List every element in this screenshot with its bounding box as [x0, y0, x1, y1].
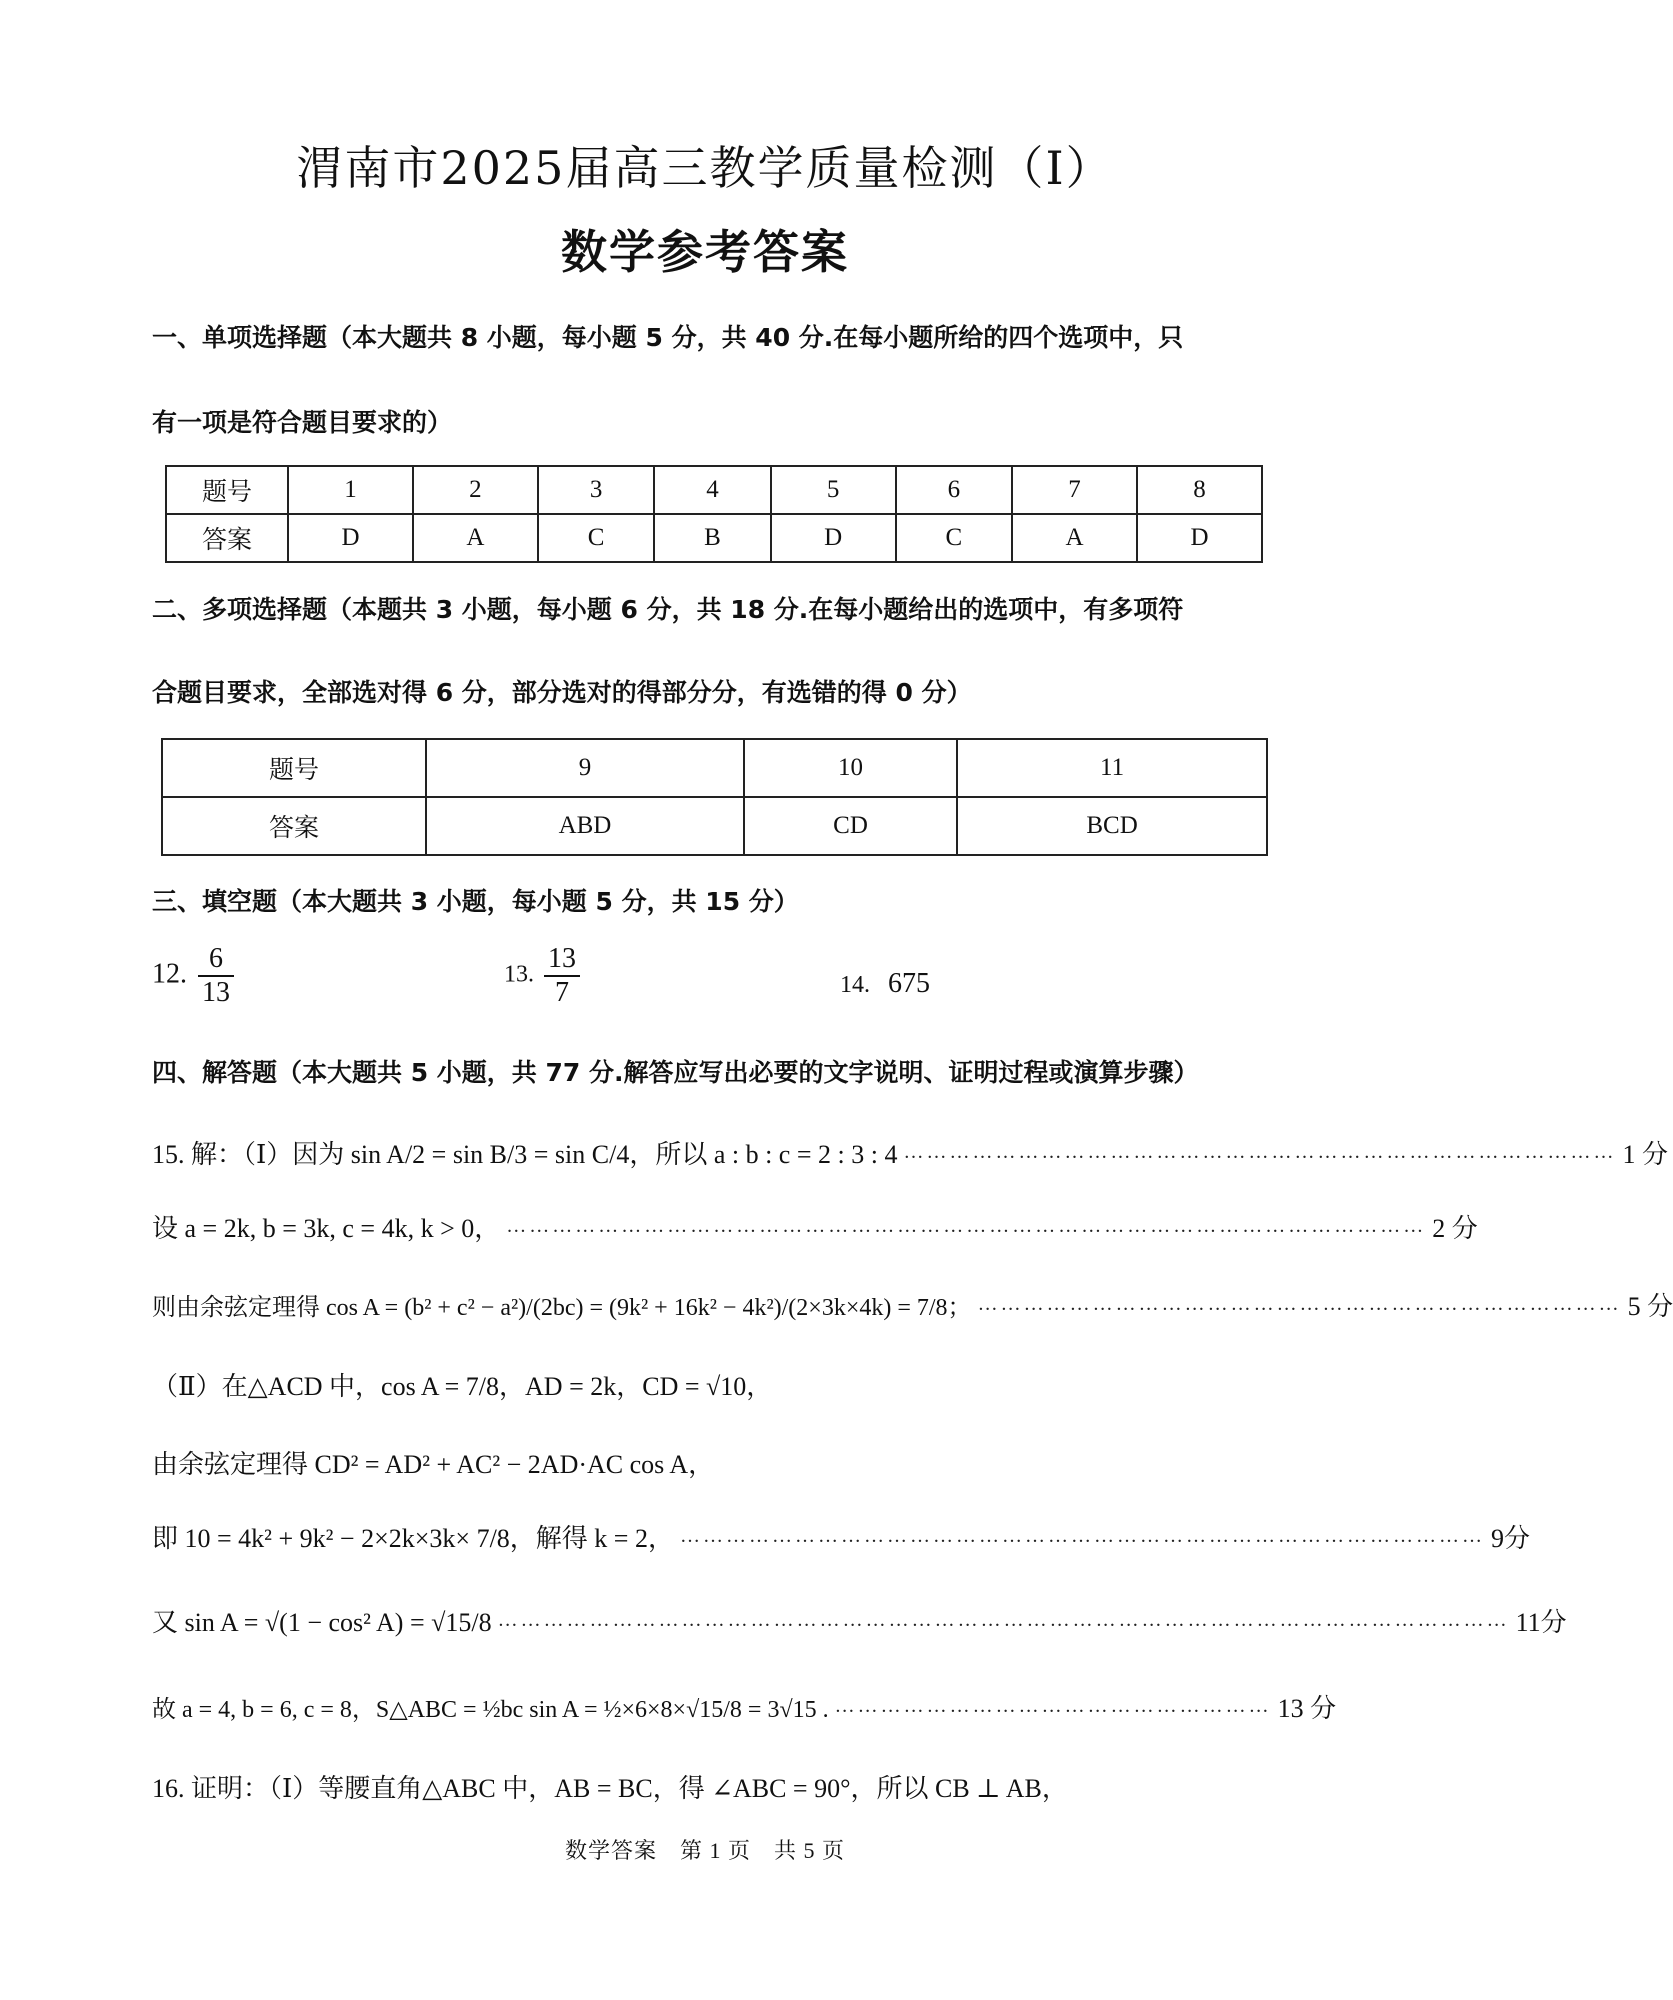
answer-cell: BCD: [957, 797, 1267, 855]
item-number: 14.: [840, 972, 870, 998]
score-label: 5 分: [1627, 1291, 1673, 1321]
answer-cell: A: [1012, 514, 1137, 562]
item-number: 12.: [152, 958, 187, 990]
answer-cell: ABD: [426, 797, 744, 855]
numerator: 6: [198, 943, 234, 977]
solution-line: [152, 1506, 1530, 1566]
leader-dots: ……………………………………………………………………………………………: [679, 1525, 1485, 1547]
table-row: [162, 797, 1267, 855]
question-number: 11: [957, 739, 1267, 797]
leader-dots: ……………………………………………………………………………………………………………………: [497, 1609, 1510, 1631]
score-label: 2 分: [1432, 1213, 1478, 1243]
section1-heading-line2: 有一项是符合题目要求的）: [152, 408, 453, 437]
row-label: 答案: [162, 797, 426, 855]
question-number: 6: [896, 466, 1012, 514]
section1-heading-line1: 一、单项选择题（本大题共 8 小题，每小题 5 分，共 40 分.在每小题所给的四个选项中，只: [152, 323, 1184, 352]
solution-line: [152, 1432, 1282, 1492]
item-number: 13.: [504, 961, 534, 988]
question-number: 2: [413, 466, 538, 514]
question-number: 4: [654, 466, 770, 514]
page-title: 渭南市2025届高三教学质量检测（Ⅰ）: [296, 141, 1114, 195]
solution-line: [152, 1354, 1282, 1414]
solution-text: （Ⅱ）在△ACD 中，cos A = 7/8，AD = 2k，CD = √10，: [152, 1371, 773, 1401]
solution-line: [152, 1756, 1282, 1816]
question-number: 8: [1137, 466, 1262, 514]
solution-line: [152, 1196, 1478, 1256]
leader-dots: …………………………………………………: [834, 1695, 1272, 1717]
answer-cell: C: [538, 514, 654, 562]
section4-heading: 四、解答题（本大题共 5 小题，共 77 分.解答应写出必要的文字说明、证明过程或演算步骤）: [152, 1058, 1199, 1087]
row-label: 答案: [166, 514, 288, 562]
leader-dots: …………………………………………………………………………………: [903, 1141, 1617, 1163]
answer-value: 675: [888, 968, 930, 999]
fill-blank-13: [504, 943, 584, 1009]
section1-answer-table: [165, 465, 1263, 563]
answer-cell: D: [771, 514, 896, 562]
fill-blank-12: [152, 943, 238, 1009]
score-label: 1 分: [1622, 1139, 1668, 1169]
question-number: 10: [744, 739, 957, 797]
section2-answer-table: [161, 738, 1268, 856]
solution-line: [152, 1590, 1567, 1650]
question-number: 1: [288, 466, 413, 514]
section2-heading-line2: 合题目要求，全部选对得 6 分，部分选对的得部分分，有选错的得 0 分）: [152, 678, 972, 707]
denominator: 7: [555, 977, 569, 1009]
question-number: 3: [538, 466, 654, 514]
leader-dots: …………………………………………………………………………: [977, 1293, 1622, 1315]
question-number: 7: [1012, 466, 1137, 514]
solution-text: 由余弦定理得 CD² = AD² + AC² − 2AD·AC cos A，: [152, 1449, 715, 1479]
answer-cell: D: [288, 514, 413, 562]
section3-heading: 三、填空题（本大题共 3 小题，每小题 5 分，共 15 分）: [152, 887, 799, 916]
row-label: 题号: [166, 466, 288, 514]
question-number: 5: [771, 466, 896, 514]
table-row: [166, 466, 1262, 514]
score-label: 9分: [1490, 1523, 1530, 1553]
question-number: 9: [426, 739, 744, 797]
row-label: 题号: [162, 739, 426, 797]
table-row: [162, 739, 1267, 797]
leader-dots: …………………………………………………………………………………………………………: [506, 1215, 1427, 1237]
solution-text: 则由余弦定理得 cos A = (b² + c² − a²)/(2bc) = (9k² + 16k² − 4k²)/(2×3k×4k) = 7/8；: [152, 1294, 972, 1321]
solution-text: 故 a = 4, b = 6, c = 8，S△ABC = ½bc sin A = ½×6×8×√15/8 = 3√15 .: [152, 1696, 829, 1723]
solution-text: 即 10 = 4k² + 9k² − 2×2k×3k× 7/8，解得 k = 2，: [152, 1523, 674, 1553]
answer-cell: D: [1137, 514, 1262, 562]
solution-text: 又 sin A = √(1 − cos² A) = √15/8: [152, 1607, 492, 1637]
solution-line: [152, 1122, 1668, 1182]
table-row: [166, 514, 1262, 562]
solution-text: 15. 解：（Ⅰ）因为 sin A/2 = sin B/3 = sin C/4，所以 a : b : c = 2 : 3 : 4: [152, 1139, 898, 1169]
solution-line: [152, 1274, 1673, 1334]
answer-cell: CD: [744, 797, 957, 855]
fill-blank-14: [840, 968, 930, 1000]
fraction: [544, 943, 580, 1009]
score-label: 13 分: [1277, 1693, 1337, 1723]
section2-heading-line1: 二、多项选择题（本题共 3 小题，每小题 6 分，共 18 分.在每小题给出的选项中，有多项符: [152, 595, 1184, 624]
solution-text: 16. 证明：（Ⅰ）等腰直角△ABC 中，AB = BC，得 ∠ABC = 90°，所以 CB ⊥ AB，: [152, 1773, 1068, 1803]
page-footer: 数学答案 第 1 页 共 5 页: [564, 1838, 845, 1863]
solution-text: 设 a = 2k, b = 3k, c = 4k, k > 0，: [152, 1213, 501, 1243]
denominator: 13: [202, 977, 230, 1009]
answer-cell: B: [654, 514, 770, 562]
score-label: 11分: [1515, 1607, 1567, 1637]
page-subtitle: 数学参考答案: [561, 225, 849, 279]
answer-cell: A: [413, 514, 538, 562]
fraction: [198, 943, 234, 1009]
answer-cell: C: [896, 514, 1012, 562]
solution-line: [152, 1676, 1337, 1736]
numerator: 13: [544, 943, 580, 977]
